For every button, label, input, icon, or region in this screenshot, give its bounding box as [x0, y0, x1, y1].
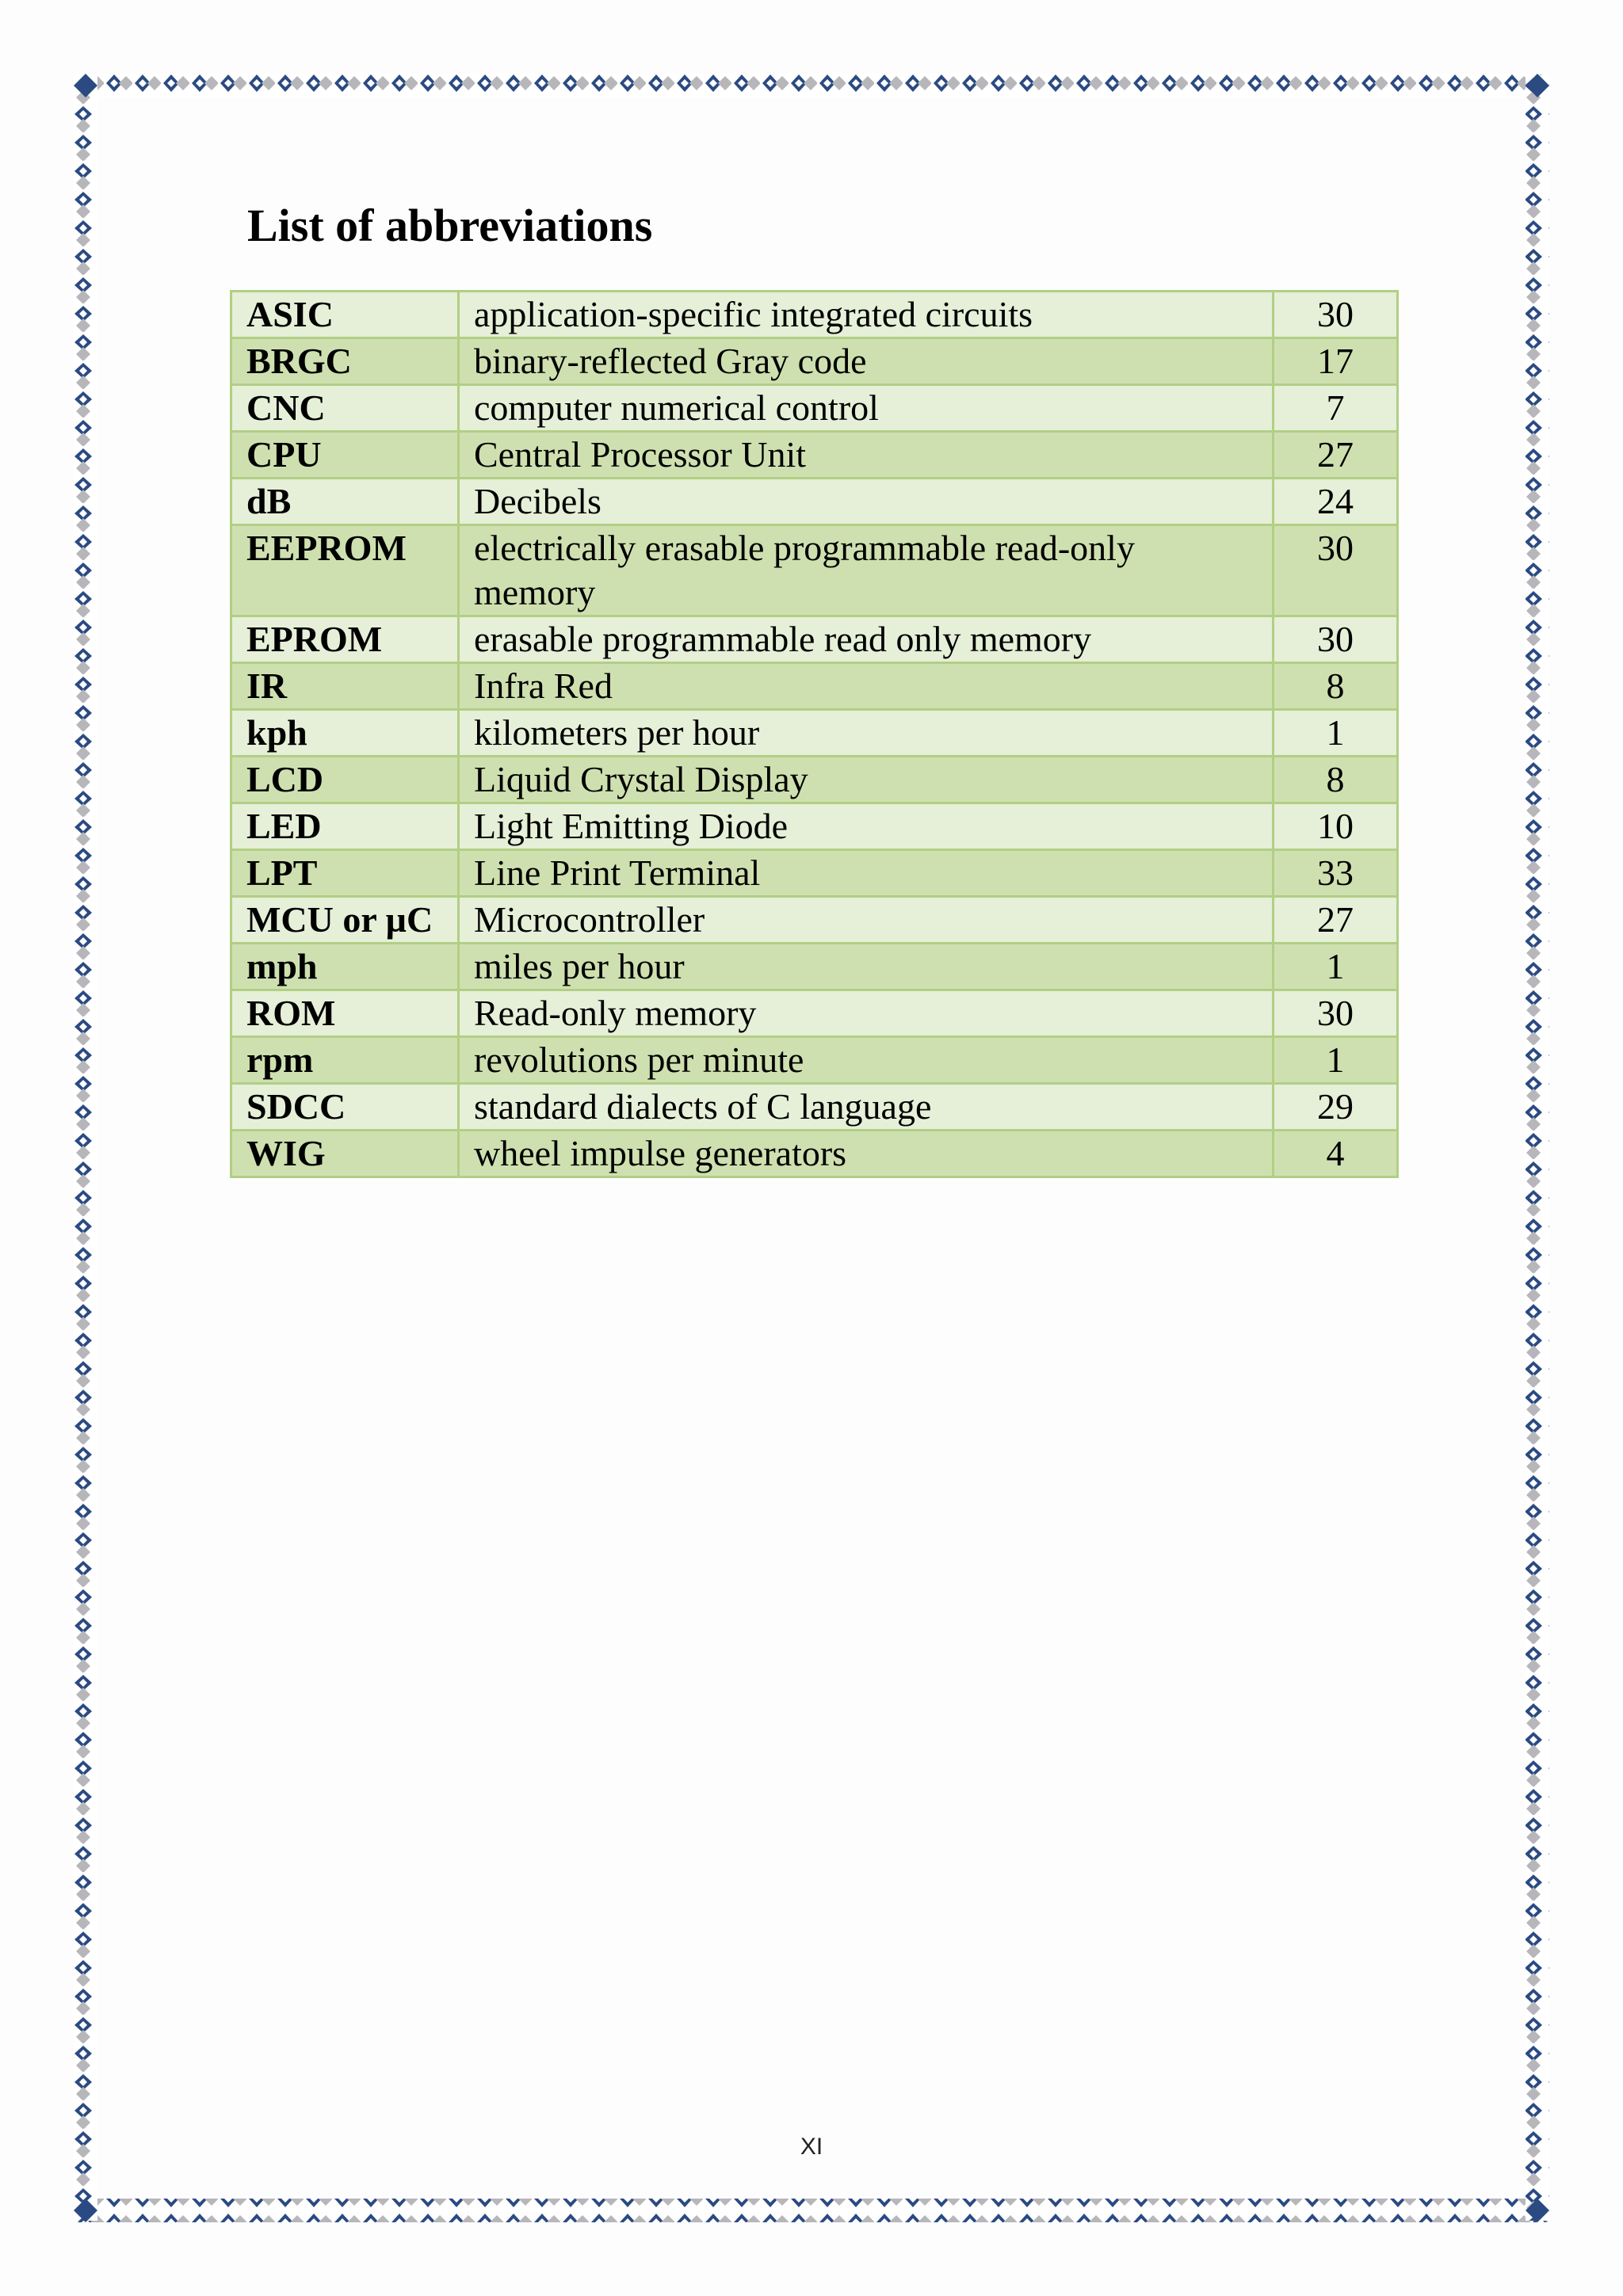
meaning-cell: Read-only memory [459, 990, 1274, 1037]
table-row [231, 338, 1398, 385]
meaning-cell: Liquid Crystal Display [459, 757, 1274, 803]
abbreviation-cell: EPROM [231, 616, 459, 663]
table-row [231, 757, 1398, 803]
abbreviation-cell: kph [231, 710, 459, 757]
table-row [231, 292, 1398, 338]
meaning-cell: standard dialects of C language [459, 1084, 1274, 1131]
table-row [231, 385, 1398, 432]
table-row [231, 663, 1398, 710]
table-row [231, 1084, 1398, 1131]
meaning-cell: computer numerical control [459, 385, 1274, 432]
page-reference-cell: 27 [1274, 897, 1398, 944]
meaning-cell: kilometers per hour [459, 710, 1274, 757]
abbreviation-cell: dB [231, 479, 459, 525]
page-reference-cell: 30 [1274, 292, 1398, 338]
meaning-cell: Decibels [459, 479, 1274, 525]
abbreviation-cell: LCD [231, 757, 459, 803]
table-row [231, 850, 1398, 897]
meaning-cell: miles per hour [459, 944, 1274, 990]
meaning-cell: erasable programmable read only memory [459, 616, 1274, 663]
page-reference-cell: 24 [1274, 479, 1398, 525]
table-row [231, 803, 1398, 850]
abbreviation-cell: EEPROM [231, 525, 459, 616]
page-reference-cell: 8 [1274, 757, 1398, 803]
meaning-cell: binary-reflected Gray code [459, 338, 1274, 385]
table-row [231, 616, 1398, 663]
page-reference-cell: 33 [1274, 850, 1398, 897]
table-row [231, 1131, 1398, 1177]
abbreviation-cell: LPT [231, 850, 459, 897]
meaning-cell: wheel impulse generators [459, 1131, 1274, 1177]
abbreviation-cell: CNC [231, 385, 459, 432]
page-title: List of abbreviations [247, 200, 653, 251]
meaning-cell: electrically erasable programmable read-only memory [459, 525, 1274, 616]
table-row [231, 432, 1398, 479]
abbreviation-cell: IR [231, 663, 459, 710]
abbreviation-cell: MCU or µC [231, 897, 459, 944]
meaning-cell: Microcontroller [459, 897, 1274, 944]
meaning-cell: revolutions per minute [459, 1037, 1274, 1084]
abbreviations-table [230, 290, 1399, 1178]
meaning-cell: Central Processor Unit [459, 432, 1274, 479]
page-reference-cell: 30 [1274, 616, 1398, 663]
abbreviation-cell: WIG [231, 1131, 459, 1177]
page-reference-cell: 10 [1274, 803, 1398, 850]
page-reference-cell: 30 [1274, 990, 1398, 1037]
table-row [231, 525, 1398, 616]
abbreviation-cell: CPU [231, 432, 459, 479]
page-reference-cell: 1 [1274, 710, 1398, 757]
abbreviation-cell: ROM [231, 990, 459, 1037]
abbreviation-cell: rpm [231, 1037, 459, 1084]
table-row [231, 944, 1398, 990]
meaning-cell: Line Print Terminal [459, 850, 1274, 897]
abbreviation-cell: LED [231, 803, 459, 850]
abbreviations-table-body [231, 292, 1398, 1177]
page-reference-cell: 30 [1274, 525, 1398, 616]
page-reference-cell: 8 [1274, 663, 1398, 710]
meaning-cell: application-specific integrated circuits [459, 292, 1274, 338]
page-reference-cell: 17 [1274, 338, 1398, 385]
meaning-cell: Light Emitting Diode [459, 803, 1274, 850]
page-reference-cell: 27 [1274, 432, 1398, 479]
page-reference-cell: 4 [1274, 1131, 1398, 1177]
table-row [231, 1037, 1398, 1084]
table-row [231, 897, 1398, 944]
abbreviation-cell: BRGC [231, 338, 459, 385]
page-reference-cell: 1 [1274, 944, 1398, 990]
abbreviation-cell: mph [231, 944, 459, 990]
page-number: XI [800, 2134, 823, 2160]
page-reference-cell: 29 [1274, 1084, 1398, 1131]
page-reference-cell: 7 [1274, 385, 1398, 432]
abbreviation-cell: SDCC [231, 1084, 459, 1131]
table-row [231, 710, 1398, 757]
meaning-cell: Infra Red [459, 663, 1274, 710]
table-row [231, 479, 1398, 525]
page-reference-cell: 1 [1274, 1037, 1398, 1084]
abbreviation-cell: ASIC [231, 292, 459, 338]
table-row [231, 990, 1398, 1037]
